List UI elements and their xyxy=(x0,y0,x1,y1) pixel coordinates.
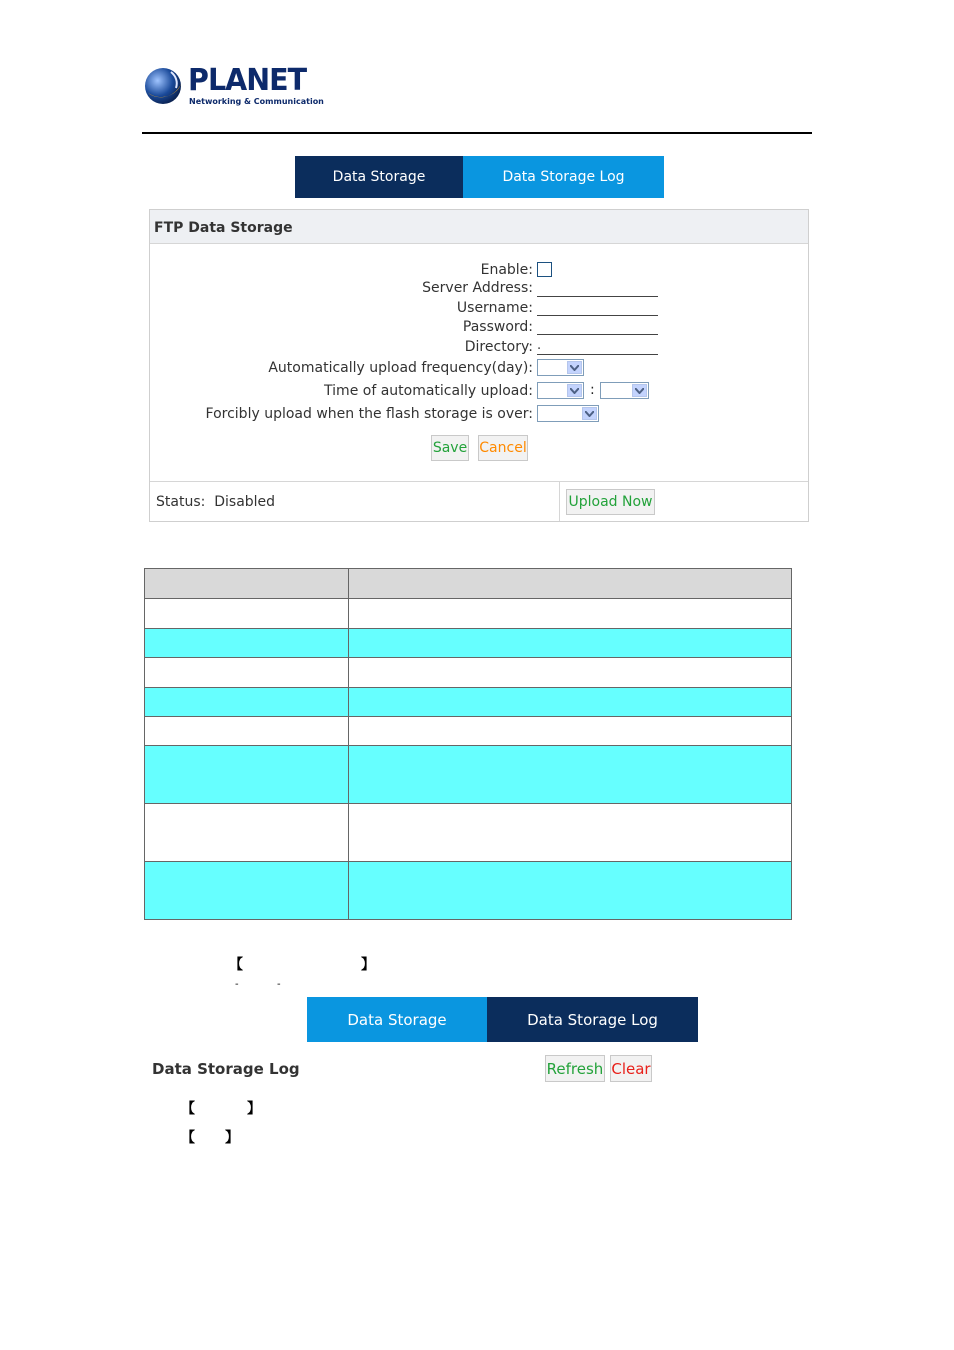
table-row xyxy=(145,717,792,746)
ftp-data-storage-panel xyxy=(149,209,809,522)
forcibly-upload-label: Forcibly upload when the flash storage is over: xyxy=(205,406,533,422)
frequency-select[interactable] xyxy=(537,359,584,376)
clear-button[interactable]: Clear xyxy=(610,1055,652,1082)
tab-data-storage[interactable] xyxy=(295,156,463,198)
tab-data-storage-log[interactable] xyxy=(463,156,664,198)
tab-label: Data Storage xyxy=(332,169,426,185)
forcibly-upload-select[interactable] xyxy=(537,405,599,422)
directory-input[interactable]: . xyxy=(537,339,658,355)
tab-label: Data Storage xyxy=(347,1010,447,1029)
chevron-down-icon xyxy=(632,384,647,397)
tab-data-storage-log[interactable] xyxy=(487,997,698,1042)
table-row xyxy=(145,688,792,717)
tab-label: Data Storage Log xyxy=(527,1010,658,1029)
panel-title: FTP Data Storage xyxy=(150,210,808,244)
status-column-divider xyxy=(559,482,560,521)
cancel-button[interactable]: Cancel xyxy=(478,435,528,461)
tab-data-storage[interactable] xyxy=(307,997,487,1042)
refresh-button[interactable]: Refresh xyxy=(545,1055,605,1082)
log-title: Data Storage Log xyxy=(152,1060,300,1078)
table-header-row xyxy=(145,569,792,599)
username-label: Username: xyxy=(456,300,533,316)
status-divider xyxy=(150,481,808,482)
brand-tagline: Networking & Communication xyxy=(189,97,324,106)
right-bracket: 】 xyxy=(247,1101,261,1117)
server-address-input[interactable] xyxy=(537,281,658,297)
description-table xyxy=(144,568,792,920)
globe-icon xyxy=(143,66,183,106)
left-bracket: 【 xyxy=(181,1101,195,1117)
table-row xyxy=(145,629,792,658)
upload-minute-select[interactable] xyxy=(600,382,649,399)
frequency-label: Automatically upload frequency(day): xyxy=(268,360,533,376)
status-label: Status: xyxy=(156,494,206,510)
enable-checkbox[interactable] xyxy=(537,262,552,277)
dash-mark: - xyxy=(277,979,281,990)
status-text xyxy=(156,494,275,510)
status-value: Disabled xyxy=(214,494,276,510)
password-input[interactable] xyxy=(537,319,658,335)
right-bracket: 】 xyxy=(225,1130,239,1146)
upload-hour-select[interactable] xyxy=(537,382,584,399)
left-bracket: 【 xyxy=(181,1130,195,1146)
upload-time-label: Time of automatically upload: xyxy=(324,383,533,399)
chevron-down-icon xyxy=(582,407,597,420)
save-button[interactable]: Save xyxy=(431,435,469,461)
table-row xyxy=(145,804,792,862)
dash-mark: - xyxy=(235,979,239,990)
right-bracket: 】 xyxy=(361,957,375,973)
password-label: Password: xyxy=(462,319,533,335)
upload-now-button[interactable]: Upload Now xyxy=(566,489,655,515)
chevron-down-icon xyxy=(567,384,582,397)
left-bracket: 【 xyxy=(229,957,243,973)
header-divider xyxy=(142,132,812,134)
server-address-label: Server Address: xyxy=(422,280,533,296)
directory-label: Directory: xyxy=(464,339,533,355)
enable-label: Enable: xyxy=(480,262,533,278)
chevron-down-icon xyxy=(567,361,582,374)
planet-logo xyxy=(143,63,324,110)
username-input[interactable] xyxy=(537,300,658,316)
table-row xyxy=(145,658,792,688)
table-row xyxy=(145,862,792,920)
table-row xyxy=(145,746,792,804)
table-row xyxy=(145,599,792,629)
brand-name: PLANET xyxy=(188,63,307,98)
tab-label: Data Storage Log xyxy=(502,169,625,185)
time-separator: : xyxy=(590,382,595,398)
